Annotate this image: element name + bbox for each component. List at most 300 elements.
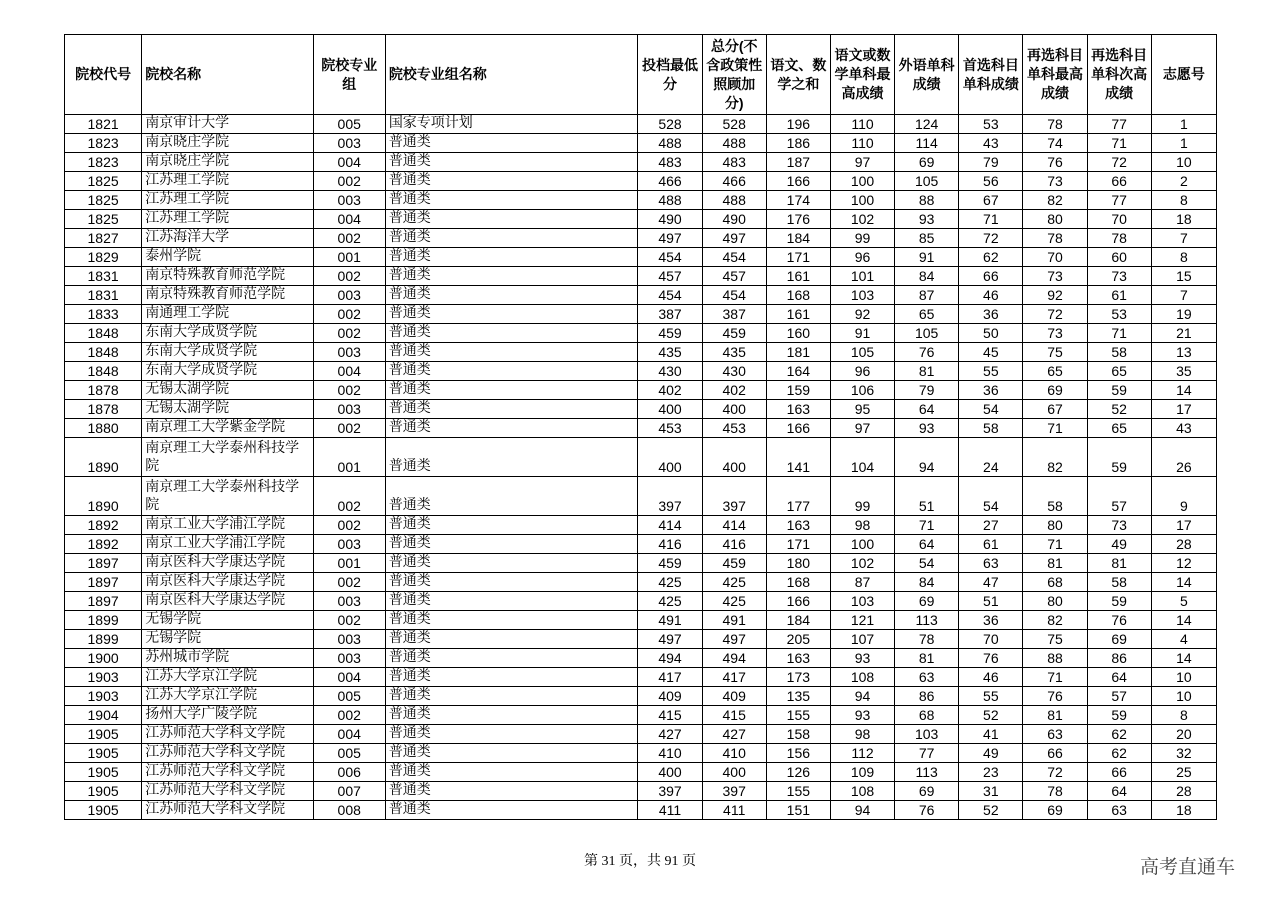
- cell-group-code: 002: [313, 611, 385, 630]
- cell-total-score: 425: [702, 592, 766, 611]
- cell-elective-second: 73: [1087, 516, 1151, 535]
- cell-elective-max: 75: [1023, 630, 1087, 649]
- cell-foreign-language: 103: [895, 725, 959, 744]
- cell-chinese-math-max: 104: [830, 438, 894, 477]
- cell-elective-second: 49: [1087, 535, 1151, 554]
- cell-total-score: 497: [702, 229, 766, 248]
- cell-total-score: 400: [702, 763, 766, 782]
- cell-school-name: 南京医科大学康达学院: [142, 592, 313, 611]
- cell-school-code: 1900: [65, 649, 142, 668]
- cell-elective-second: 77: [1087, 115, 1151, 134]
- cell-school-code: 1905: [65, 744, 142, 763]
- cell-elective-second: 62: [1087, 744, 1151, 763]
- cell-chinese-math-max: 98: [830, 725, 894, 744]
- cell-chinese-math-max: 121: [830, 611, 894, 630]
- cell-primary-subject: 70: [959, 630, 1023, 649]
- table-row: [65, 535, 1217, 554]
- cell-school-code: 1833: [65, 305, 142, 324]
- cell-group-name: 普通类: [385, 687, 638, 706]
- cell-elective-max: 73: [1023, 267, 1087, 286]
- cell-primary-subject: 53: [959, 115, 1023, 134]
- cell-elective-second: 52: [1087, 400, 1151, 419]
- cell-primary-subject: 71: [959, 210, 1023, 229]
- cell-chinese-math-max: 96: [830, 248, 894, 267]
- cell-total-score: 459: [702, 324, 766, 343]
- table-row: [65, 419, 1217, 438]
- cell-foreign-language: 86: [895, 687, 959, 706]
- header-elective-max: 再选科目单科最高成绩: [1023, 35, 1087, 115]
- table-row: [65, 477, 1217, 516]
- table-row: [65, 134, 1217, 153]
- cell-foreign-language: 69: [895, 782, 959, 801]
- cell-min-score: 488: [638, 191, 702, 210]
- cell-group-code: 002: [313, 516, 385, 535]
- cell-total-score: 454: [702, 248, 766, 267]
- cell-elective-second: 58: [1087, 343, 1151, 362]
- cell-primary-subject: 63: [959, 554, 1023, 573]
- cell-min-score: 453: [638, 419, 702, 438]
- cell-primary-subject: 62: [959, 248, 1023, 267]
- cell-preference-no: 17: [1151, 400, 1216, 419]
- cell-chinese-math-sum: 158: [766, 725, 830, 744]
- cell-preference-no: 5: [1151, 592, 1216, 611]
- header-group-code: 院校专业组: [313, 35, 385, 115]
- table-row: [65, 324, 1217, 343]
- cell-total-score: 488: [702, 134, 766, 153]
- cell-min-score: 427: [638, 725, 702, 744]
- cell-primary-subject: 61: [959, 535, 1023, 554]
- cell-chinese-math-max: 105: [830, 343, 894, 362]
- cell-chinese-math-sum: 176: [766, 210, 830, 229]
- cell-group-name: 普通类: [385, 611, 638, 630]
- cell-school-code: 1821: [65, 115, 142, 134]
- cell-chinese-math-sum: 181: [766, 343, 830, 362]
- cell-min-score: 397: [638, 782, 702, 801]
- cell-total-score: 417: [702, 668, 766, 687]
- cell-group-code: 005: [313, 687, 385, 706]
- cell-group-name: 普通类: [385, 782, 638, 801]
- table-row: [65, 744, 1217, 763]
- cell-group-code: 002: [313, 305, 385, 324]
- cell-group-name: 普通类: [385, 706, 638, 725]
- cell-chinese-math-max: 93: [830, 649, 894, 668]
- table-row: [65, 362, 1217, 381]
- cell-foreign-language: 105: [895, 172, 959, 191]
- cell-preference-no: 25: [1151, 763, 1216, 782]
- header-group-name: 院校专业组名称: [385, 35, 638, 115]
- cell-elective-second: 58: [1087, 573, 1151, 592]
- cell-elective-max: 78: [1023, 782, 1087, 801]
- cell-chinese-math-max: 95: [830, 400, 894, 419]
- cell-school-name: 南京理工大学泰州科技学院: [142, 477, 313, 516]
- cell-min-score: 417: [638, 668, 702, 687]
- cell-foreign-language: 93: [895, 419, 959, 438]
- cell-chinese-math-sum: 184: [766, 611, 830, 630]
- cell-group-name: 普通类: [385, 763, 638, 782]
- cell-foreign-language: 77: [895, 744, 959, 763]
- cell-school-name: 南京特殊教育师范学院: [142, 286, 313, 305]
- cell-elective-second: 63: [1087, 801, 1151, 820]
- cell-elective-max: 67: [1023, 400, 1087, 419]
- cell-foreign-language: 65: [895, 305, 959, 324]
- cell-elective-max: 73: [1023, 324, 1087, 343]
- cell-school-code: 1903: [65, 687, 142, 706]
- cell-group-code: 002: [313, 419, 385, 438]
- table-row: [65, 687, 1217, 706]
- cell-chinese-math-max: 92: [830, 305, 894, 324]
- cell-preference-no: 8: [1151, 706, 1216, 725]
- cell-total-score: 488: [702, 191, 766, 210]
- cell-min-score: 457: [638, 267, 702, 286]
- cell-school-name: 江苏理工学院: [142, 172, 313, 191]
- cell-preference-no: 18: [1151, 801, 1216, 820]
- cell-school-code: 1897: [65, 573, 142, 592]
- cell-elective-max: 58: [1023, 477, 1087, 516]
- cell-chinese-math-max: 103: [830, 592, 894, 611]
- cell-chinese-math-sum: 187: [766, 153, 830, 172]
- cell-elective-max: 71: [1023, 535, 1087, 554]
- cell-preference-no: 7: [1151, 229, 1216, 248]
- cell-school-name: 无锡太湖学院: [142, 400, 313, 419]
- cell-primary-subject: 41: [959, 725, 1023, 744]
- cell-group-code: 006: [313, 763, 385, 782]
- table-row: [65, 343, 1217, 362]
- cell-elective-max: 82: [1023, 191, 1087, 210]
- cell-group-name: 普通类: [385, 324, 638, 343]
- cell-elective-max: 75: [1023, 343, 1087, 362]
- cell-foreign-language: 71: [895, 516, 959, 535]
- cell-chinese-math-sum: 164: [766, 362, 830, 381]
- table-row: [65, 668, 1217, 687]
- cell-chinese-math-sum: 166: [766, 592, 830, 611]
- cell-group-code: 003: [313, 343, 385, 362]
- cell-group-name: 普通类: [385, 134, 638, 153]
- cell-chinese-math-max: 96: [830, 362, 894, 381]
- cell-chinese-math-sum: 186: [766, 134, 830, 153]
- header-chinese-math-max: 语文或数学单科最高成绩: [830, 35, 894, 115]
- cell-group-name: 普通类: [385, 210, 638, 229]
- table-row: [65, 592, 1217, 611]
- cell-group-code: 008: [313, 801, 385, 820]
- cell-primary-subject: 51: [959, 592, 1023, 611]
- cell-total-score: 397: [702, 477, 766, 516]
- cell-preference-no: 14: [1151, 611, 1216, 630]
- cell-group-name: 普通类: [385, 286, 638, 305]
- cell-school-code: 1897: [65, 592, 142, 611]
- cell-group-code: 002: [313, 229, 385, 248]
- cell-chinese-math-max: 93: [830, 706, 894, 725]
- cell-min-score: 459: [638, 554, 702, 573]
- page-footer: 第 31 页，共 91 页: [584, 854, 696, 869]
- cell-elective-max: 69: [1023, 801, 1087, 820]
- cell-min-score: 454: [638, 248, 702, 267]
- cell-primary-subject: 46: [959, 668, 1023, 687]
- cell-chinese-math-max: 108: [830, 668, 894, 687]
- cell-preference-no: 14: [1151, 573, 1216, 592]
- cell-elective-second: 76: [1087, 611, 1151, 630]
- cell-preference-no: 18: [1151, 210, 1216, 229]
- cell-primary-subject: 36: [959, 381, 1023, 400]
- cell-group-code: 005: [313, 744, 385, 763]
- cell-school-name: 江苏师范大学科文学院: [142, 725, 313, 744]
- table-row: [65, 153, 1217, 172]
- cell-foreign-language: 87: [895, 286, 959, 305]
- cell-school-name: 南京理工大学紫金学院: [142, 419, 313, 438]
- cell-total-score: 430: [702, 362, 766, 381]
- cell-min-score: 414: [638, 516, 702, 535]
- cell-elective-second: 59: [1087, 706, 1151, 725]
- cell-preference-no: 1: [1151, 134, 1216, 153]
- cell-preference-no: 12: [1151, 554, 1216, 573]
- cell-min-score: 402: [638, 381, 702, 400]
- cell-elective-max: 76: [1023, 687, 1087, 706]
- cell-school-code: 1831: [65, 286, 142, 305]
- cell-group-name: 普通类: [385, 305, 638, 324]
- table-row: [65, 267, 1217, 286]
- cell-preference-no: 17: [1151, 516, 1216, 535]
- cell-foreign-language: 76: [895, 343, 959, 362]
- table-row: [65, 438, 1217, 477]
- cell-preference-no: 15: [1151, 267, 1216, 286]
- cell-primary-subject: 45: [959, 343, 1023, 362]
- cell-group-name: 普通类: [385, 343, 638, 362]
- cell-group-name: 普通类: [385, 381, 638, 400]
- cell-chinese-math-sum: 163: [766, 649, 830, 668]
- cell-group-code: 002: [313, 573, 385, 592]
- cell-preference-no: 8: [1151, 248, 1216, 267]
- cell-chinese-math-sum: 126: [766, 763, 830, 782]
- cell-chinese-math-max: 100: [830, 535, 894, 554]
- cell-primary-subject: 54: [959, 477, 1023, 516]
- cell-group-code: 003: [313, 630, 385, 649]
- cell-min-score: 494: [638, 649, 702, 668]
- cell-elective-max: 72: [1023, 763, 1087, 782]
- cell-school-name: 江苏海洋大学: [142, 229, 313, 248]
- table-row: [65, 649, 1217, 668]
- cell-elective-second: 69: [1087, 630, 1151, 649]
- table-row: [65, 191, 1217, 210]
- cell-min-score: 415: [638, 706, 702, 725]
- cell-elective-second: 59: [1087, 438, 1151, 477]
- cell-total-score: 497: [702, 630, 766, 649]
- cell-school-code: 1890: [65, 438, 142, 477]
- cell-elective-second: 70: [1087, 210, 1151, 229]
- cell-foreign-language: 69: [895, 153, 959, 172]
- table-row: [65, 706, 1217, 725]
- cell-primary-subject: 23: [959, 763, 1023, 782]
- table-row: [65, 763, 1217, 782]
- cell-primary-subject: 47: [959, 573, 1023, 592]
- table-row: [65, 554, 1217, 573]
- cell-school-name: 南京医科大学康达学院: [142, 573, 313, 592]
- cell-group-code: 004: [313, 725, 385, 744]
- cell-primary-subject: 54: [959, 400, 1023, 419]
- cell-chinese-math-sum: 141: [766, 438, 830, 477]
- cell-school-name: 江苏师范大学科文学院: [142, 801, 313, 820]
- cell-foreign-language: 94: [895, 438, 959, 477]
- cell-total-score: 457: [702, 267, 766, 286]
- header-school-code: 院校代号: [65, 35, 142, 115]
- table-body: [65, 115, 1217, 820]
- cell-elective-max: 63: [1023, 725, 1087, 744]
- cell-group-code: 002: [313, 172, 385, 191]
- cell-school-name: 南京审计大学: [142, 115, 313, 134]
- cell-foreign-language: 64: [895, 535, 959, 554]
- cell-min-score: 430: [638, 362, 702, 381]
- cell-elective-second: 64: [1087, 782, 1151, 801]
- cell-chinese-math-max: 112: [830, 744, 894, 763]
- cell-school-code: 1878: [65, 400, 142, 419]
- cell-school-code: 1825: [65, 191, 142, 210]
- cell-foreign-language: 76: [895, 801, 959, 820]
- cell-elective-second: 71: [1087, 324, 1151, 343]
- cell-preference-no: 20: [1151, 725, 1216, 744]
- cell-chinese-math-max: 94: [830, 687, 894, 706]
- cell-school-name: 东南大学成贤学院: [142, 343, 313, 362]
- cell-preference-no: 19: [1151, 305, 1216, 324]
- cell-elective-second: 59: [1087, 592, 1151, 611]
- cell-primary-subject: 49: [959, 744, 1023, 763]
- cell-preference-no: 21: [1151, 324, 1216, 343]
- table-row: [65, 516, 1217, 535]
- cell-elective-max: 65: [1023, 362, 1087, 381]
- cell-foreign-language: 54: [895, 554, 959, 573]
- cell-elective-second: 57: [1087, 477, 1151, 516]
- cell-school-name: 苏州城市学院: [142, 649, 313, 668]
- cell-elective-second: 57: [1087, 687, 1151, 706]
- cell-group-name: 普通类: [385, 744, 638, 763]
- cell-school-code: 1904: [65, 706, 142, 725]
- cell-chinese-math-sum: 135: [766, 687, 830, 706]
- table-row: [65, 611, 1217, 630]
- cell-group-code: 007: [313, 782, 385, 801]
- cell-chinese-math-max: 94: [830, 801, 894, 820]
- header-school-name: 院校名称: [142, 35, 313, 115]
- cell-min-score: 488: [638, 134, 702, 153]
- cell-chinese-math-max: 107: [830, 630, 894, 649]
- cell-school-code: 1897: [65, 554, 142, 573]
- cell-total-score: 414: [702, 516, 766, 535]
- cell-elective-max: 82: [1023, 611, 1087, 630]
- cell-min-score: 387: [638, 305, 702, 324]
- cell-primary-subject: 50: [959, 324, 1023, 343]
- cell-total-score: 483: [702, 153, 766, 172]
- cell-chinese-math-sum: 174: [766, 191, 830, 210]
- admission-table: [64, 34, 1217, 820]
- table-row: [65, 210, 1217, 229]
- cell-chinese-math-sum: 205: [766, 630, 830, 649]
- cell-group-code: 004: [313, 153, 385, 172]
- cell-primary-subject: 55: [959, 362, 1023, 381]
- cell-elective-second: 78: [1087, 229, 1151, 248]
- cell-chinese-math-sum: 163: [766, 400, 830, 419]
- cell-elective-second: 72: [1087, 153, 1151, 172]
- cell-school-code: 1878: [65, 381, 142, 400]
- cell-min-score: 497: [638, 229, 702, 248]
- cell-group-code: 003: [313, 649, 385, 668]
- cell-school-name: 江苏师范大学科文学院: [142, 744, 313, 763]
- cell-group-code: 001: [313, 554, 385, 573]
- cell-elective-max: 82: [1023, 438, 1087, 477]
- cell-min-score: 454: [638, 286, 702, 305]
- cell-school-name: 江苏师范大学科文学院: [142, 763, 313, 782]
- cell-min-score: 409: [638, 687, 702, 706]
- cell-chinese-math-max: 91: [830, 324, 894, 343]
- cell-school-code: 1848: [65, 362, 142, 381]
- cell-foreign-language: 78: [895, 630, 959, 649]
- cell-total-score: 402: [702, 381, 766, 400]
- cell-school-name: 南通理工学院: [142, 305, 313, 324]
- cell-chinese-math-max: 103: [830, 286, 894, 305]
- cell-chinese-math-sum: 166: [766, 172, 830, 191]
- cell-preference-no: 26: [1151, 438, 1216, 477]
- cell-school-code: 1829: [65, 248, 142, 267]
- cell-chinese-math-max: 99: [830, 229, 894, 248]
- cell-group-name: 普通类: [385, 535, 638, 554]
- table-row: [65, 573, 1217, 592]
- cell-school-code: 1905: [65, 782, 142, 801]
- cell-foreign-language: 64: [895, 400, 959, 419]
- cell-chinese-math-max: 97: [830, 419, 894, 438]
- cell-total-score: 416: [702, 535, 766, 554]
- cell-elective-max: 70: [1023, 248, 1087, 267]
- cell-school-name: 无锡学院: [142, 611, 313, 630]
- cell-school-code: 1825: [65, 172, 142, 191]
- cell-group-name: 普通类: [385, 153, 638, 172]
- cell-chinese-math-sum: 156: [766, 744, 830, 763]
- header-elective-second: 再选科目单科次高成绩: [1087, 35, 1151, 115]
- cell-min-score: 411: [638, 801, 702, 820]
- table-row: [65, 400, 1217, 419]
- cell-primary-subject: 31: [959, 782, 1023, 801]
- cell-school-name: 南京工业大学浦江学院: [142, 535, 313, 554]
- cell-chinese-math-sum: 171: [766, 248, 830, 267]
- cell-chinese-math-sum: 180: [766, 554, 830, 573]
- cell-group-code: 004: [313, 668, 385, 687]
- cell-total-score: 410: [702, 744, 766, 763]
- header-chinese-math-sum: 语文、数学之和: [766, 35, 830, 115]
- cell-preference-no: 8: [1151, 191, 1216, 210]
- cell-chinese-math-max: 97: [830, 153, 894, 172]
- cell-primary-subject: 24: [959, 438, 1023, 477]
- cell-primary-subject: 79: [959, 153, 1023, 172]
- cell-primary-subject: 66: [959, 267, 1023, 286]
- cell-min-score: 483: [638, 153, 702, 172]
- cell-group-name: 普通类: [385, 573, 638, 592]
- cell-group-name: 普通类: [385, 419, 638, 438]
- cell-elective-max: 92: [1023, 286, 1087, 305]
- cell-foreign-language: 63: [895, 668, 959, 687]
- cell-chinese-math-max: 102: [830, 554, 894, 573]
- cell-primary-subject: 46: [959, 286, 1023, 305]
- header-primary-subject: 首选科目单科成绩: [959, 35, 1023, 115]
- cell-primary-subject: 52: [959, 706, 1023, 725]
- cell-chinese-math-max: 109: [830, 763, 894, 782]
- cell-group-name: 普通类: [385, 229, 638, 248]
- cell-chinese-math-max: 87: [830, 573, 894, 592]
- cell-school-name: 江苏大学京江学院: [142, 668, 313, 687]
- cell-preference-no: 14: [1151, 381, 1216, 400]
- cell-school-code: 1880: [65, 419, 142, 438]
- cell-primary-subject: 67: [959, 191, 1023, 210]
- cell-chinese-math-max: 100: [830, 191, 894, 210]
- cell-preference-no: 10: [1151, 687, 1216, 706]
- cell-school-name: 江苏师范大学科文学院: [142, 782, 313, 801]
- cell-foreign-language: 84: [895, 573, 959, 592]
- cell-elective-max: 80: [1023, 516, 1087, 535]
- cell-school-code: 1892: [65, 516, 142, 535]
- cell-school-name: 江苏理工学院: [142, 210, 313, 229]
